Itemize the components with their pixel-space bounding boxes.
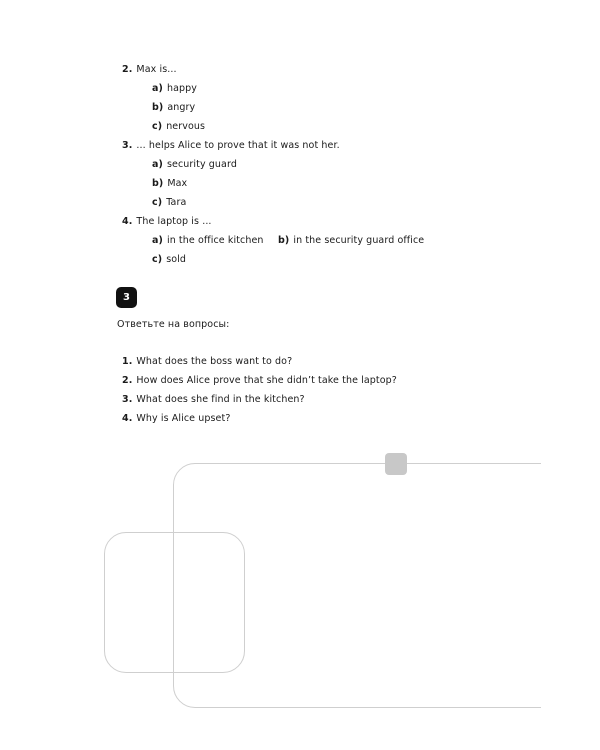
question-number: 3.	[122, 140, 133, 151]
option-b	[152, 102, 195, 114]
open-question-2	[122, 375, 397, 387]
question-number: 2.	[122, 375, 133, 386]
question-text: What does she find in the kitchen?	[136, 394, 305, 405]
option-b	[278, 235, 424, 247]
option-text: sold	[166, 254, 187, 265]
option-c	[152, 121, 205, 133]
option-b	[152, 178, 187, 190]
open-question-1	[122, 356, 292, 368]
question-number: 2.	[122, 64, 133, 75]
option-letter: b)	[278, 235, 290, 246]
question-text: The laptop is ...	[136, 216, 212, 227]
section-number-badge: 3	[116, 287, 137, 308]
option-text: security guard	[166, 159, 237, 170]
question-4	[122, 216, 212, 228]
question-text: Max is...	[136, 64, 177, 75]
option-text: in the security guard office	[293, 235, 425, 246]
question-3	[122, 140, 340, 152]
question-number: 4.	[122, 216, 133, 227]
decorative-frame-small	[104, 532, 245, 673]
option-a	[152, 235, 264, 247]
question-number: 4.	[122, 413, 133, 424]
option-letter: a)	[152, 83, 163, 94]
question-text: ... helps Alice to prove that it was not her.	[136, 140, 340, 151]
option-letter: b)	[152, 102, 164, 113]
question-text: What does the boss want to do?	[136, 356, 293, 367]
question-text: How does Alice prove that she didn’t take the laptop?	[136, 375, 397, 386]
question-text: Why is Alice upset?	[136, 413, 231, 424]
option-text: Max	[167, 178, 188, 189]
option-letter: c)	[152, 197, 163, 208]
question-2	[122, 64, 177, 76]
option-a	[152, 159, 237, 171]
decorative-tab-square	[385, 453, 407, 475]
option-text: nervous	[166, 121, 206, 132]
option-a	[152, 83, 197, 95]
section-instruction: Ответьте на вопросы:	[117, 319, 230, 330]
option-text: Tara	[166, 197, 187, 208]
question-number: 3.	[122, 394, 133, 405]
option-letter: a)	[152, 159, 163, 170]
option-c	[152, 254, 186, 266]
open-question-3	[122, 394, 305, 406]
option-letter: c)	[152, 121, 163, 132]
option-text: happy	[166, 83, 197, 94]
question-number: 1.	[122, 356, 133, 367]
option-text: in the office kitchen	[166, 235, 264, 246]
page-margin-mask	[541, 440, 600, 750]
option-c	[152, 197, 186, 209]
option-letter: c)	[152, 254, 163, 265]
option-letter: b)	[152, 178, 164, 189]
option-text: angry	[167, 102, 196, 113]
open-question-4	[122, 413, 230, 425]
option-letter: a)	[152, 235, 163, 246]
